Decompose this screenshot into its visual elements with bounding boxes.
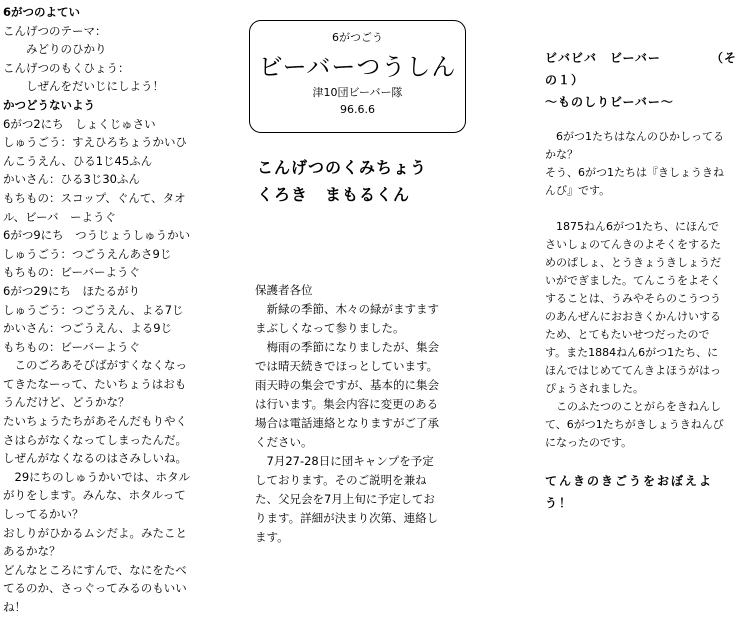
notice-line: ください。 xyxy=(255,435,313,449)
trivia-line: そう、6がつ1たちは『きしょうきね xyxy=(545,166,724,179)
schedule-line: てるのか、さっぐってみるのもいい xyxy=(3,581,187,596)
trivia-heading-line3: ～ものしりビーバー～ xyxy=(545,95,674,109)
schedule-line: うんだけど、どうかな？ xyxy=(3,395,130,410)
trivia-footer-line: てんきのきごうをおぼえよ xyxy=(545,474,714,488)
trivia-heading-line1-tail: （そ xyxy=(710,51,737,65)
trivia-line: んび』です。 xyxy=(545,184,611,197)
notice-line: は行います。集会内容に変更のある xyxy=(255,397,439,411)
issue-label: 6がつごう xyxy=(332,31,383,44)
notice-line: ます。 xyxy=(255,530,289,544)
trivia-heading-line1: ビバビバ ビーバー xyxy=(545,51,661,65)
schedule-line: もちもの：ビーバーようぐ xyxy=(3,339,140,354)
schedule-line: てきたなーって、たいちょうはおも xyxy=(3,376,187,391)
schedule-line: しってるかい？ xyxy=(3,507,84,522)
newsletter-title: ビーバーつうしん xyxy=(258,53,457,81)
notice-line: た、父兄会を7月上旬に予定してお xyxy=(255,492,435,506)
trivia-line: になったのです。 xyxy=(545,436,633,449)
paragraph-gap xyxy=(545,200,745,218)
schedule-line: 6がつ2にち しょくじゅさい xyxy=(3,116,156,131)
schedule-line: こんげつのテーマ： xyxy=(3,23,107,38)
schedule-line: しゅうごう：つごうえんあさ9じ xyxy=(3,246,172,261)
schedule-column xyxy=(3,0,201,617)
group-leader-section xyxy=(257,154,427,208)
trivia-line: かな？ xyxy=(545,148,578,161)
trivia-line: す。また1884ねん6がつ1たち、に xyxy=(545,346,719,359)
schedule-line: さはらがなくなってしまったんだ。 xyxy=(3,432,187,447)
notice-line: しております。そのご説明を兼ね xyxy=(255,473,427,487)
notice-line: 梅雨の季節になりましたが、集会 xyxy=(255,340,439,354)
trivia-line: することは、うみやそらのこうつう xyxy=(545,292,721,305)
schedule-line: がりをします。みんな、ホタルって xyxy=(3,488,186,503)
trivia-footer xyxy=(545,470,745,514)
notice-line: 雨天時の集会ですが、基本的に集会 xyxy=(255,378,439,392)
notice-line: 新緑の季節、木々の緑がますます xyxy=(255,302,439,316)
trivia-line: めのぱしょ、とうきょうきしょうだ xyxy=(545,256,721,269)
schedule-line: しぜんがなくなるのはさみしいね。 xyxy=(3,451,187,466)
schedule-line: みどりのひかり xyxy=(3,42,107,57)
trivia-line: さいしょのてんきのよそくをするた xyxy=(545,238,721,251)
trivia-line: ぴょうされました。 xyxy=(545,382,644,395)
parents-notice xyxy=(255,281,455,547)
notice-line: まぶしくなって参りました。 xyxy=(255,321,405,335)
trivia-body xyxy=(545,128,745,452)
trivia-line: 1875ねん6がつ1たち、にほんで xyxy=(545,220,719,233)
schedule-line: たいちょうたちがあそんだもりやく xyxy=(3,414,187,429)
schedule-line: かいさん：つごうえん、よる9じ xyxy=(3,321,173,336)
schedule-line: もちもの：ビーバーようぐ xyxy=(3,265,140,280)
schedule-line: あるかな？ xyxy=(3,544,61,559)
schedule-line: しゅうごう：すえひろちょうかいひ xyxy=(3,135,187,150)
notice-line: 7月27-28日に団キャンプを予定 xyxy=(255,454,434,468)
trivia-line: 6がつ1たちはなんのひかしってる xyxy=(545,130,724,143)
trivia-line: いがでぎました。てんこうをよそく xyxy=(545,274,721,287)
schedule-line: ル、ビーバ ーようぐ xyxy=(3,209,117,224)
schedule-line: 6がつ29にち ほたるがり xyxy=(3,283,140,298)
group-leader-heading: こんげつのくみちょう xyxy=(257,158,428,177)
notice-line: ります。詳細が決まり次第、連絡し xyxy=(255,511,439,525)
trivia-footer-line: う！ xyxy=(545,496,574,510)
troop-name: 津10団ビーバー隊 xyxy=(312,86,403,99)
beaver-trivia-heading xyxy=(545,47,745,113)
schedule-line: もちもの：スコップ、ぐんて、タオ xyxy=(3,190,186,205)
notice-line: 場合は電話連絡となりますがご了承 xyxy=(255,416,439,430)
trivia-line: このふたつのことがらをきねんし xyxy=(545,400,721,413)
trivia-line: ほんではじめててんきよほうがはっ xyxy=(545,364,721,377)
schedule-line: ね！ xyxy=(3,600,26,614)
schedule-line: んこうえん、ひる1じ45ふん xyxy=(3,153,153,168)
group-leader-name: くろき まもるくん xyxy=(257,185,411,204)
section-heading: 6がつのよてい xyxy=(3,5,81,19)
schedule-line: しぜんをだいじにしよう！ xyxy=(3,79,164,94)
trivia-line: て、6がつ1たちがきしょうきねんび xyxy=(545,418,724,431)
issue-date: 96.6.6 xyxy=(340,103,375,116)
schedule-line: 29にちのしゅうかいでは、ホタル xyxy=(3,469,191,484)
trivia-line: ため、とてもたいせつだったので xyxy=(545,328,710,341)
section-heading: かつどうないよう xyxy=(3,97,95,112)
newsletter-title-box xyxy=(249,20,466,133)
schedule-line: こんげつのもくひょう： xyxy=(3,60,130,75)
schedule-line: どんなところにすんで、なにをたべ xyxy=(3,562,187,577)
schedule-line: おしりがひかるムシだよ。みたこと xyxy=(3,525,187,540)
schedule-line: このごろあそびばがすくなくなっ xyxy=(3,358,187,373)
schedule-line: 6がつ9にち つうじょうしゅうかい xyxy=(3,228,191,243)
trivia-heading-line2: の１） xyxy=(545,73,585,87)
notice-salutation: 保護者各位 xyxy=(255,283,313,297)
trivia-line: のあんぜんにおおきくかんけいする xyxy=(545,310,721,323)
schedule-line: かいさん：ひる3じ30ふん xyxy=(3,172,140,187)
schedule-line: しゅうごう：つごうえん、よる7じ xyxy=(3,302,184,317)
notice-line: では晴天続きでほっとしています。 xyxy=(255,359,439,373)
